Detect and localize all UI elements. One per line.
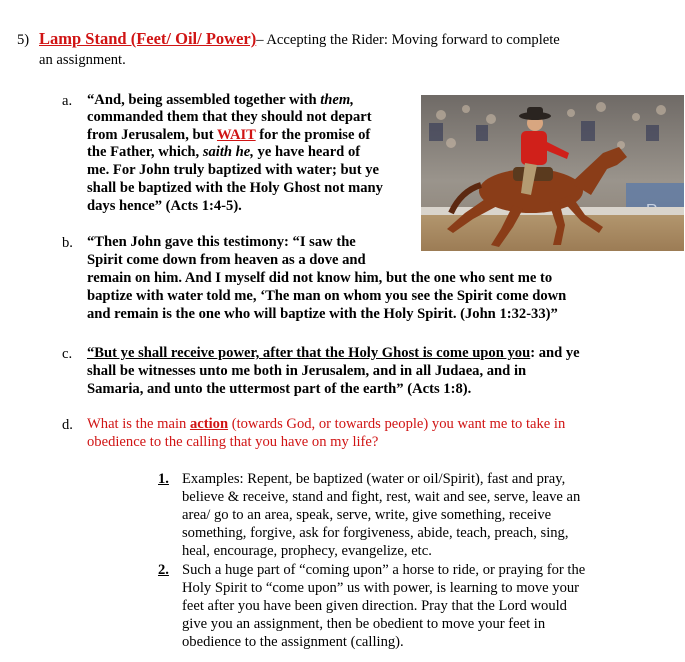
subitem-1-line-2: believe & receive, stand and fight, rest, wait and see, serve, leave an xyxy=(182,489,581,505)
item-b-line-5: and remain is the one who will baptize with the Holy Spirit. (John 1:32-33)” xyxy=(87,306,558,322)
section-title: Lamp Stand (Feet/ Oil/ Power) xyxy=(39,29,257,48)
subitem-2-line-3: feet after you have been given direction. Pray that the Lord would xyxy=(182,598,567,614)
subitem-1-marker: 1. xyxy=(158,471,169,487)
subitem-1-line-3: area/ go to an area, speak, serve, write, give something, receive xyxy=(182,507,552,523)
item-b-line-2: Spirit come down from heaven as a dove and xyxy=(87,252,366,268)
subitem-1-line-5: heal, encourage, prophecy, evangelize, etc. xyxy=(182,543,432,559)
section-subtitle-cont: an assignment. xyxy=(39,52,126,68)
item-a-line-7: days hence” (Acts 1:4-5). xyxy=(87,198,242,214)
section-number: 5) xyxy=(17,32,30,48)
item-b-marker: b. xyxy=(62,235,73,251)
item-a-line-5: me. For John truly baptized with water; but ye xyxy=(87,162,379,178)
action-emphasis: action xyxy=(189,416,229,432)
item-a-line-1: “And, being assembled together with them, xyxy=(87,92,354,108)
item-d-line-1: What is the main action (towards God, or towards people) you want me to take in xyxy=(87,416,566,432)
item-b-line-4: baptize with water told me, ‘The man on whom you see the Spirit come down xyxy=(87,288,567,304)
item-a-line-4: the Father, which, saith he, ye have heard of xyxy=(87,144,361,160)
item-c-line-3: Samaria, and unto the uttermost part of the earth” (Acts 1:8). xyxy=(87,381,472,397)
subitem-2-line-1: Such a huge part of “coming upon” a horse to ride, or praying for the xyxy=(182,562,586,578)
subitem-1-line-1: Examples: Repent, be baptized (water or oil/Spirit), fast and pray, xyxy=(182,471,566,487)
subitem-1-line-4: something, forgive, ask for forgiveness, abide, teach, preach, sing, xyxy=(182,525,569,541)
subitem-2-line-2: Holy Spirit to “come upon” us with power, is learning to move your xyxy=(182,580,580,596)
horse-rider-illustration xyxy=(421,95,684,251)
item-a-line-6: shall be baptized with the Holy Ghost not many xyxy=(87,180,383,196)
horse-rider-photo xyxy=(421,95,684,251)
item-a-line-2: commanded them that they should not depart xyxy=(87,109,372,125)
item-b-line-1: “Then John gave this testimony: “I saw the xyxy=(87,234,356,250)
item-d-line-2: obedience to the calling that you have on my life? xyxy=(87,434,379,450)
wait-emphasis: WAIT xyxy=(216,127,256,143)
section-subtitle: Accepting the Rider: Moving forward to complete xyxy=(266,32,560,48)
item-b-line-3: remain on him. And I myself did not know him, but the one who sent me to xyxy=(87,270,553,286)
item-a-line-3: from Jerusalem, but WAIT for the promise of xyxy=(87,127,371,143)
item-c-line-1: “But ye shall receive power, after that the Holy Ghost is come upon you: and ye xyxy=(87,345,580,361)
item-c-line-2: shall be witnesses unto me both in Jerusalem, and in all Judaea, and in xyxy=(87,363,527,379)
item-d-marker: d. xyxy=(62,417,73,433)
title-dash: – xyxy=(256,32,264,48)
subitem-2-marker: 2. xyxy=(158,562,169,578)
section-heading xyxy=(39,30,560,49)
item-a-marker: a. xyxy=(62,93,73,109)
item-c-marker: c. xyxy=(62,346,73,362)
subitem-2-line-5: obedience to the assignment (calling). xyxy=(182,634,404,650)
subitem-2-line-4: give you an assignment, then be obedient to move your feet in xyxy=(182,616,546,632)
